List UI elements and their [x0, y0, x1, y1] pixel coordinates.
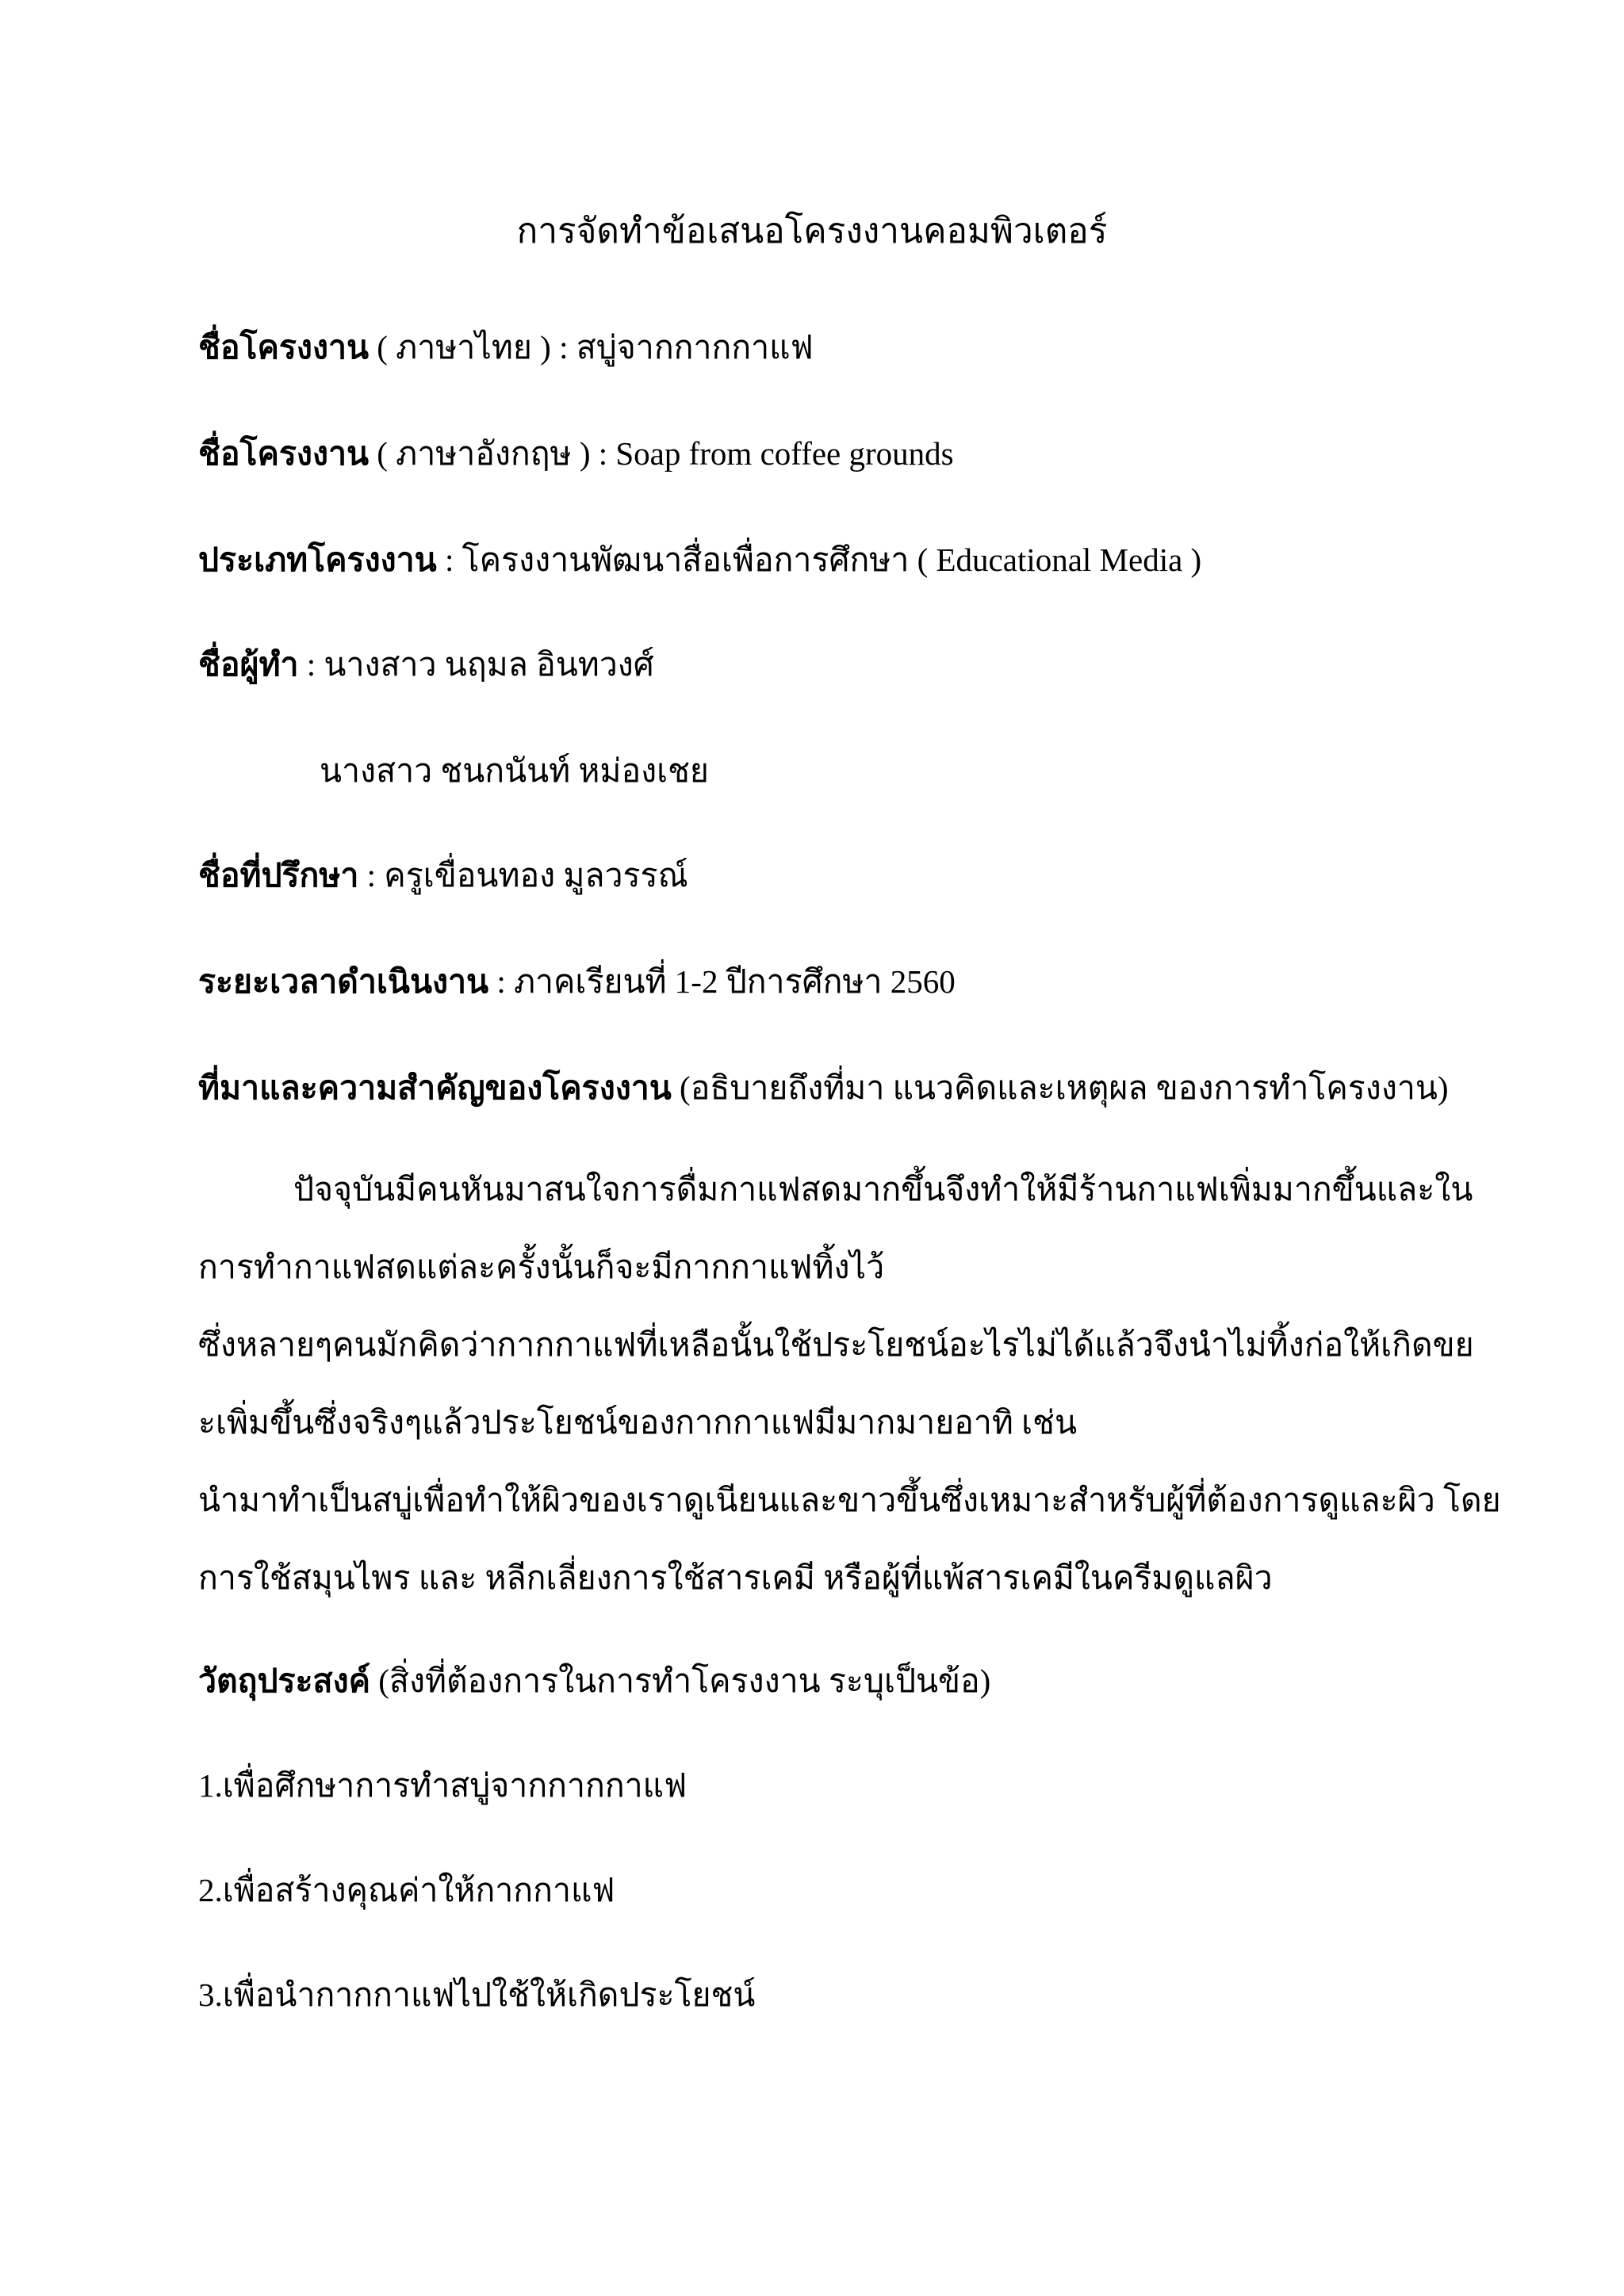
- author-second: นางสาว ชนกนันท์ หม่องเชย: [320, 752, 709, 789]
- project-type-value: : โครงงานพัฒนาสื่อเพื่อการศึกษา ( Educational Media ): [436, 541, 1202, 578]
- duration-label: ระยะเวลาดำเนินงาน: [198, 963, 489, 1000]
- duration-value: : ภาคเรียนที่ 1-2 ปีการศึกษา 2560: [488, 963, 956, 1000]
- project-name-en-row: [198, 431, 954, 476]
- advisor-value: : ครูเขื่อนทอง มูลวรรณ์: [358, 857, 688, 894]
- objectives-heading: [198, 1659, 990, 1703]
- authors-row: [198, 642, 654, 687]
- background-line: การทำกาแฟสดแต่ละครั้งนั้นก็จะมีกากกาแฟทิ้งไว้: [198, 1249, 885, 1285]
- project-name-en-label: ชื่อโครงงาน: [198, 435, 370, 472]
- background-heading: [198, 1066, 1449, 1110]
- project-name-en-value: ( ภาษาอังกฤษ ) : Soap from coffee grounds: [369, 435, 954, 472]
- project-type-row: [198, 538, 1201, 582]
- document-title: การจัดทำข้อเสนอโครงงานคอมพิวเตอร์: [516, 212, 1108, 251]
- background-line: การใช้สมุนไพร และ หลีกเลี่ยงการใช้สารเคมี หรือผู้ที่แพ้สารเคมีในครีมดูแลผิว: [198, 1559, 1273, 1596]
- project-name-th-row: [198, 325, 814, 369]
- project-name-th-label: ชื่อโครงงาน: [198, 329, 370, 365]
- background-line: ะเพิ่มขึ้นซึ่งจริงๆแล้วประโยชน์ของกากกาแฟมีมากมายอาทิ เช่น: [198, 1404, 1078, 1441]
- objectives-label: วัตถุประสงค์: [198, 1663, 371, 1699]
- objective-item: 3.เพื่อนำกากกาแฟไปใช้ให้เกิดประโยชน์: [198, 1976, 756, 2013]
- background-line: นำมาทำเป็นสบู่เพื่อทำให้ผิวของเราดูเนียนและขาวขึ้นซึ่งเหมาะสำหรับผู้ที่ต้องการดูและผิว โดย: [198, 1482, 1501, 1518]
- objective-item: 1.เพื่อศึกษาการทำสบู่จากกากกาแฟ: [198, 1767, 688, 1804]
- project-type-label: ประเภทโครงงาน: [198, 541, 437, 578]
- advisor-row: [198, 853, 688, 897]
- advisor-label: ชื่อที่ปรึกษา: [198, 857, 359, 894]
- background-line: ซึ่งหลายๆคนมักคิดว่ากากกาแฟที่เหลือนั้นใช้ประโยชน์อะไรไม่ได้แล้วจึงนำไม่ทิ้งก่อให้เกิดขย: [198, 1326, 1474, 1363]
- background-label: ที่มาและความสำคัญของโครงงาน: [198, 1070, 672, 1106]
- background-note: (อธิบายถึงที่มา แนวคิดและเหตุผล ของการทำโครงงาน): [671, 1070, 1449, 1106]
- authors-label: ชื่อผู้ทำ: [198, 646, 299, 683]
- background-line: ปัจจุบันมีคนหันมาสนใจการดื่มกาแฟสดมากขึ้นจึงทำให้มีร้านกาแฟเพิ่มมากขึ้นและใน: [293, 1171, 1473, 1207]
- author-first: : นางสาว นฤมล อินทวงศ์: [298, 646, 654, 683]
- objective-item: 2.เพื่อสร้างคุณค่าให้กากกาแฟ: [198, 1872, 615, 1908]
- duration-row: [198, 959, 956, 1004]
- project-name-th-value: ( ภาษาไทย ) : สบู่จากกากกาแฟ: [369, 329, 814, 365]
- objectives-note: (สิ่งที่ต้องการในการทำโครงงาน ระบุเป็นข้อ): [370, 1663, 991, 1699]
